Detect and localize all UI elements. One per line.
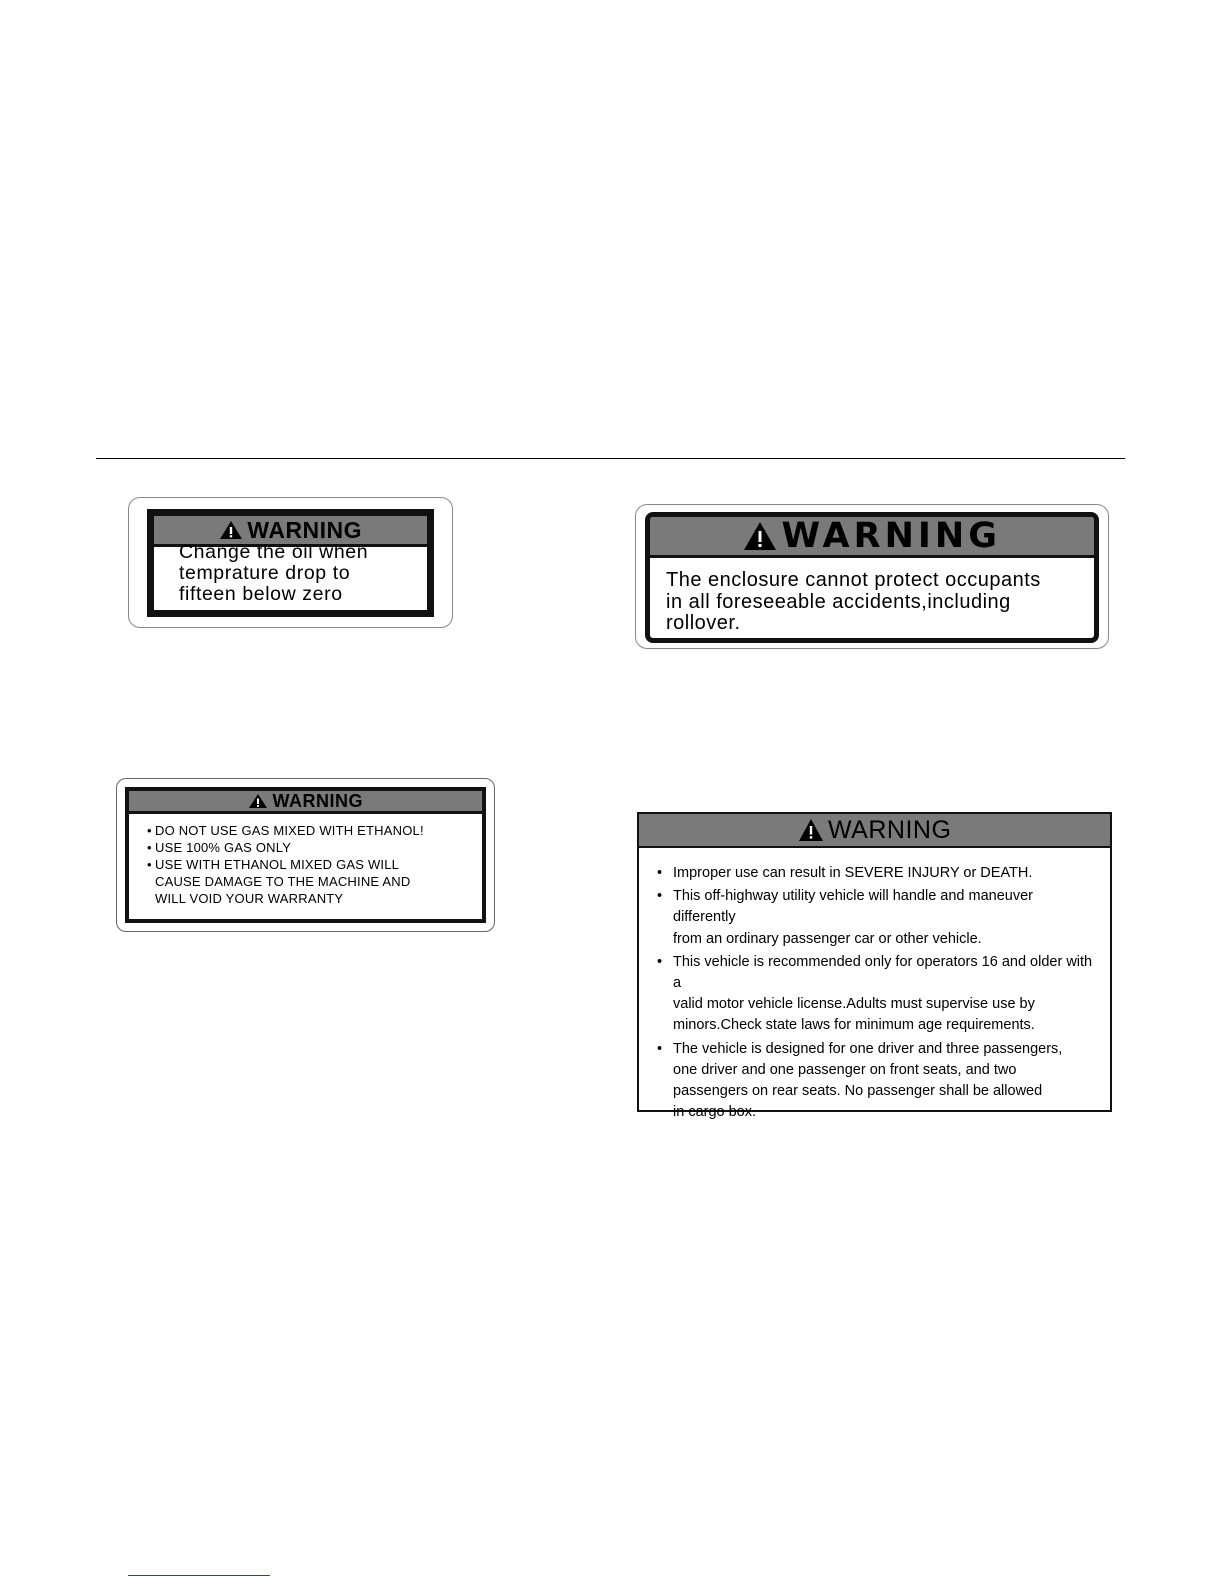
label-header [639,814,1110,848]
list-item: • DO NOT USE GAS MIXED WITH ETHANOL! [147,823,424,838]
body-line: fifteen below zero [179,583,343,605]
warning-triangle-icon [219,520,243,540]
label-header [650,517,1094,558]
item-text: DO NOT USE GAS MIXED WITH ETHANOL! [155,823,424,838]
warning-triangle-icon [798,818,824,842]
oil-warning-label [128,497,453,628]
body-line: temprature drop to [179,562,351,584]
body-line: rollover. [666,612,741,634]
item-text: This vehicle is recommended only for operators 16 and older with a valid motor vehicle license.Adults must supervise use by minors.Check state laws for minimum age requirements. [673,953,1093,1034]
list-item: • USE 100% GAS ONLY [147,840,292,855]
label-title: WARNING [247,517,363,543]
list-item: • USE WITH ETHANOL MIXED GAS WILL CAUSE DAMAGE TO THE MACHINE AND WILL VOID YOUR WARRANTY [147,857,411,906]
usage-warning-label [637,812,1112,1121]
body-line: Change the oil when [179,541,369,563]
item-text: USE 100% GAS ONLY [155,840,292,855]
label-title: WARNING [272,791,363,811]
footnote-separator [128,1575,270,1576]
warning-triangle-icon [743,521,777,551]
label-title: WARNING [781,516,1001,556]
label-frame [125,787,486,923]
section-divider [96,458,1125,459]
item-text: USE WITH ETHANOL MIXED GAS WILL CAUSE DAMAGE TO THE MACHINE AND WILL VOID YOUR WARRANTY [155,857,411,906]
label-frame [645,512,1099,643]
label-body [147,822,424,907]
item-text: This off-highway utility vehicle will handle and maneuver differently from an ordinary passenger car or other vehicle. [673,888,1034,947]
body-line: The enclosure cannot protect occupants [666,569,1041,591]
label-header [129,791,482,814]
list-item: • The vehicle is designed for one driver and three passengers, one driver and one passenger on front seats, and two passengers on rear seats. No passenger shall be allowed in cargo box. [657,1039,1097,1124]
label-title: WARNING [828,816,952,844]
list-item: • This off-highway utility vehicle will handle and maneuver differently from an ordinary passenger car or other vehicle. [657,886,1097,950]
warning-triangle-icon [248,793,268,809]
label-body [657,863,1097,1125]
enclosure-warning-label [635,504,1109,649]
ethanol-warning-label [116,778,495,932]
label-body [179,542,368,605]
list-item: • Improper use can result in SEVERE INJURY or DEATH. [657,863,1097,884]
item-text: The vehicle is designed for one driver and three passengers, one driver and one passenger on front seats, and two passengers on rear seats. No passenger shall be allowed in cargo box. [673,1040,1063,1121]
body-line: in all foreseeable accidents,including [666,590,1011,613]
label-body [666,570,1041,635]
item-text: Improper use can result in SEVERE INJURY or DEATH. [673,865,1033,881]
list-item: • This vehicle is recommended only for operators 16 and older with a valid motor vehicle license.Adults must supervise use by minors.Check state laws for minimum age requirements. [657,952,1097,1037]
